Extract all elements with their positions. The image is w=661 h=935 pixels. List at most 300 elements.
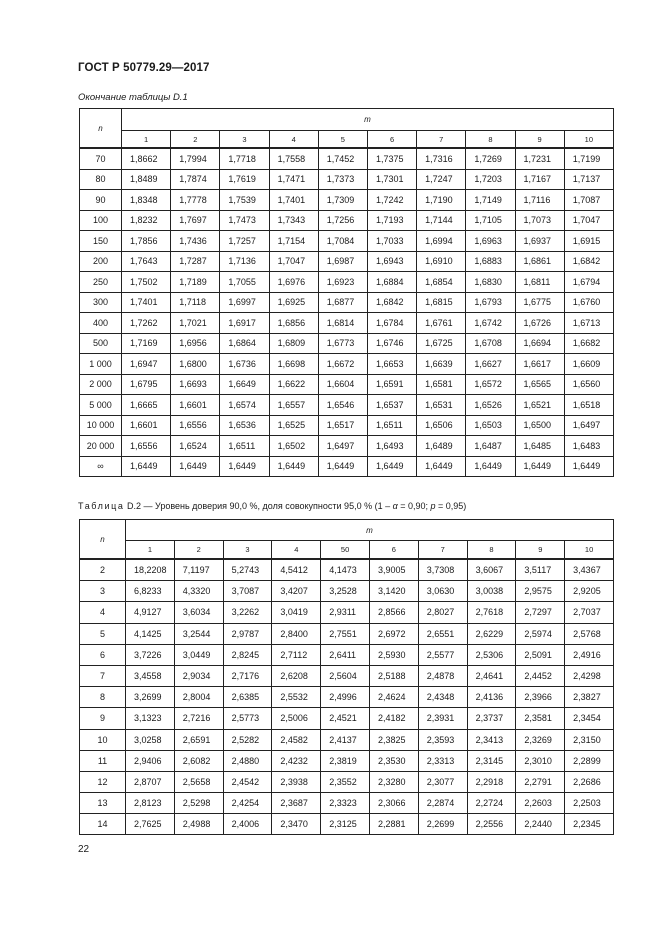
table-cell: 1,7193 bbox=[367, 210, 416, 231]
table-cell: 2,2791 bbox=[516, 771, 565, 792]
table-cell: 1,6830 bbox=[466, 272, 515, 293]
table-cell: 1,6925 bbox=[269, 292, 318, 313]
table-cell: 1,6604 bbox=[318, 374, 367, 395]
table-cell: 1,6784 bbox=[367, 313, 416, 334]
table-row bbox=[80, 231, 614, 252]
table-cell: 2,5658 bbox=[174, 771, 223, 792]
table-cell: 1,7149 bbox=[466, 190, 515, 211]
table-cell: 1,6856 bbox=[269, 313, 318, 334]
table-cell: 2,4348 bbox=[418, 687, 467, 708]
table-cell: 2,4916 bbox=[565, 644, 614, 665]
table-cell: 2,6082 bbox=[174, 750, 223, 771]
table-cell: 1,6526 bbox=[466, 395, 515, 416]
row-label: 100 bbox=[80, 210, 122, 231]
table-cell: 2,3323 bbox=[321, 793, 370, 814]
table-cell: 1,7874 bbox=[171, 169, 220, 190]
table-cell: 2,3825 bbox=[369, 729, 418, 750]
table-cell: 2,3313 bbox=[418, 750, 467, 771]
table1 bbox=[79, 108, 614, 477]
table-cell: 1,6574 bbox=[220, 395, 269, 416]
table2-col-header: 10 bbox=[565, 541, 614, 560]
table-cell: 1,6693 bbox=[171, 374, 220, 395]
table-cell: 1,6581 bbox=[417, 374, 466, 395]
table1-col-header: 4 bbox=[269, 131, 318, 149]
table-cell: 2,8004 bbox=[174, 687, 223, 708]
table-cell: 1,6449 bbox=[417, 456, 466, 477]
table2-col-header: 3 bbox=[223, 541, 272, 560]
row-label: 250 bbox=[80, 272, 122, 293]
table-cell: 1,6556 bbox=[171, 415, 220, 436]
table-cell: 1,6877 bbox=[318, 292, 367, 313]
row-label: 10 bbox=[80, 729, 126, 750]
table-cell: 1,6761 bbox=[417, 313, 466, 334]
table-row bbox=[80, 771, 614, 792]
table-cell: 1,6883 bbox=[466, 251, 515, 272]
table-row bbox=[80, 436, 614, 457]
table-cell: 1,6601 bbox=[122, 415, 171, 436]
row-label: 4 bbox=[80, 602, 126, 623]
table-cell: 1,6811 bbox=[515, 272, 564, 293]
table-cell: 2,7551 bbox=[321, 623, 370, 644]
table-cell: 2,5930 bbox=[369, 644, 418, 665]
table-cell: 1,6449 bbox=[318, 456, 367, 477]
table2-col-header: 8 bbox=[467, 541, 516, 560]
table-cell: 2,5773 bbox=[223, 708, 272, 729]
table-cell: 3,7226 bbox=[126, 644, 175, 665]
table-cell: 1,6518 bbox=[564, 395, 613, 416]
row-label: 11 bbox=[80, 750, 126, 771]
table1-col-header: 6 bbox=[367, 131, 416, 149]
table-cell: 1,6524 bbox=[171, 436, 220, 457]
table-cell: 3,2544 bbox=[174, 623, 223, 644]
table-cell: 1,7256 bbox=[318, 210, 367, 231]
table-cell: 1,6449 bbox=[515, 456, 564, 477]
table1-col-header: 7 bbox=[417, 131, 466, 149]
table2-caption-prefix: D.2 — Уровень доверия 90,0 %, доля совокупности 95,0 % (1 – bbox=[124, 501, 393, 511]
table-cell: 4,3320 bbox=[174, 581, 223, 602]
table-cell: 2,7625 bbox=[126, 814, 175, 835]
table-cell: 2,4006 bbox=[223, 814, 272, 835]
table-cell: 2,5282 bbox=[223, 729, 272, 750]
table-cell: 2,4988 bbox=[174, 814, 223, 835]
table-cell: 3,2699 bbox=[126, 687, 175, 708]
table-cell: 2,3280 bbox=[369, 771, 418, 792]
table-row bbox=[80, 169, 614, 190]
row-label: 3 bbox=[80, 581, 126, 602]
table-cell: 1,7231 bbox=[515, 148, 564, 169]
table-cell: 2,4582 bbox=[272, 729, 321, 750]
table-cell: 3,6067 bbox=[467, 559, 516, 581]
row-label: 7 bbox=[80, 665, 126, 686]
table-row bbox=[80, 559, 614, 581]
row-label: 70 bbox=[80, 148, 122, 169]
table-cell: 1,6531 bbox=[417, 395, 466, 416]
table-cell: 1,6884 bbox=[367, 272, 416, 293]
table2-caption-p: p bbox=[430, 501, 436, 511]
table-cell: 3,0419 bbox=[272, 602, 321, 623]
table-cell: 2,5532 bbox=[272, 687, 321, 708]
table-row bbox=[80, 313, 614, 334]
table2-col-group-header: m bbox=[126, 520, 614, 541]
table-cell: 2,3530 bbox=[369, 750, 418, 771]
table-cell: 2,3066 bbox=[369, 793, 418, 814]
table-cell: 1,6708 bbox=[466, 333, 515, 354]
table-cell: 3,0038 bbox=[467, 581, 516, 602]
table-cell: 3,1420 bbox=[369, 581, 418, 602]
table-cell: 1,6506 bbox=[417, 415, 466, 436]
table-cell: 1,6910 bbox=[417, 251, 466, 272]
table-cell: 1,6449 bbox=[367, 456, 416, 477]
table-cell: 1,7169 bbox=[122, 333, 171, 354]
table-cell: 2,2345 bbox=[565, 814, 614, 835]
table-cell: 6,8233 bbox=[126, 581, 175, 602]
table-cell: 2,2918 bbox=[467, 771, 516, 792]
table-cell: 1,7778 bbox=[171, 190, 220, 211]
table-cell: 1,6842 bbox=[367, 292, 416, 313]
table1-row-header: n bbox=[80, 109, 122, 149]
table2-caption bbox=[78, 501, 466, 511]
table-cell: 3,6034 bbox=[174, 602, 223, 623]
table2-caption-mid: = 0,90; bbox=[397, 501, 431, 511]
table-cell: 1,6994 bbox=[417, 231, 466, 252]
table1-col-header: 5 bbox=[318, 131, 367, 149]
table-cell: 2,7037 bbox=[565, 602, 614, 623]
table-cell: 1,7154 bbox=[269, 231, 318, 252]
table-cell: 1,6591 bbox=[367, 374, 416, 395]
table-cell: 1,6917 bbox=[220, 313, 269, 334]
row-label: 10 000 bbox=[80, 415, 122, 436]
table-cell: 1,7301 bbox=[367, 169, 416, 190]
table-cell: 1,7033 bbox=[367, 231, 416, 252]
table-cell: 1,7539 bbox=[220, 190, 269, 211]
table-cell: 3,7308 bbox=[418, 559, 467, 581]
table2-col-header: 1 bbox=[126, 541, 175, 560]
row-label: 8 bbox=[80, 687, 126, 708]
table-cell: 1,7087 bbox=[564, 190, 613, 211]
row-label: 300 bbox=[80, 292, 122, 313]
table-cell: 2,4137 bbox=[321, 729, 370, 750]
table-cell: 2,9205 bbox=[565, 581, 614, 602]
table-cell: 1,6794 bbox=[564, 272, 613, 293]
table-cell: 2,3966 bbox=[516, 687, 565, 708]
table-cell: 2,6385 bbox=[223, 687, 272, 708]
table-cell: 1,8662 bbox=[122, 148, 171, 169]
table-row bbox=[80, 602, 614, 623]
table-row bbox=[80, 395, 614, 416]
table-cell: 3,7087 bbox=[223, 581, 272, 602]
table-cell: 2,9787 bbox=[223, 623, 272, 644]
table-cell: 2,8400 bbox=[272, 623, 321, 644]
table-row bbox=[80, 190, 614, 211]
table-cell: 1,7189 bbox=[171, 272, 220, 293]
table-cell: 1,7401 bbox=[269, 190, 318, 211]
table-cell: 2,9575 bbox=[516, 581, 565, 602]
table-cell: 1,6497 bbox=[318, 436, 367, 457]
table-cell: 2,7618 bbox=[467, 602, 516, 623]
table-cell: 1,7502 bbox=[122, 272, 171, 293]
table-cell: 2,8027 bbox=[418, 602, 467, 623]
table2-caption-alpha: α bbox=[392, 501, 398, 511]
table-cell: 1,6485 bbox=[515, 436, 564, 457]
table-cell: 1,6557 bbox=[269, 395, 318, 416]
table-cell: 1,6726 bbox=[515, 313, 564, 334]
table1-col-group-header: m bbox=[122, 109, 614, 131]
table-cell: 1,7242 bbox=[367, 190, 416, 211]
table-cell: 2,3931 bbox=[418, 708, 467, 729]
table-cell: 1,6536 bbox=[220, 415, 269, 436]
row-label: ∞ bbox=[80, 456, 122, 477]
table-cell: 1,6653 bbox=[367, 354, 416, 375]
table-cell: 1,6572 bbox=[466, 374, 515, 395]
table-row bbox=[80, 251, 614, 272]
table-cell: 3,9005 bbox=[369, 559, 418, 581]
table-cell: 3,0449 bbox=[174, 644, 223, 665]
table-cell: 1,6963 bbox=[466, 231, 515, 252]
table-cell: 2,6591 bbox=[174, 729, 223, 750]
table-cell: 1,7262 bbox=[122, 313, 171, 334]
table-cell: 2,3581 bbox=[516, 708, 565, 729]
table1-col-header: 8 bbox=[466, 131, 515, 149]
table-cell: 2,6229 bbox=[467, 623, 516, 644]
table-cell: 1,6760 bbox=[564, 292, 613, 313]
table-cell: 1,6449 bbox=[220, 456, 269, 477]
table-cell: 1,7021 bbox=[171, 313, 220, 334]
table2-row-header: n bbox=[80, 520, 126, 560]
table-cell: 2,6411 bbox=[321, 644, 370, 665]
table-cell: 1,6517 bbox=[318, 415, 367, 436]
table-cell: 1,7247 bbox=[417, 169, 466, 190]
table-cell: 1,6976 bbox=[269, 272, 318, 293]
table-cell: 1,6854 bbox=[417, 272, 466, 293]
table-row bbox=[80, 374, 614, 395]
table-cell: 1,7167 bbox=[515, 169, 564, 190]
table-cell: 1,6861 bbox=[515, 251, 564, 272]
table-cell: 1,6725 bbox=[417, 333, 466, 354]
table-cell: 1,7203 bbox=[466, 169, 515, 190]
table-cell: 4,9127 bbox=[126, 602, 175, 623]
table-cell: 1,7473 bbox=[220, 210, 269, 231]
table-cell: 2,5298 bbox=[174, 793, 223, 814]
table-cell: 1,7047 bbox=[564, 210, 613, 231]
table-cell: 3,4367 bbox=[565, 559, 614, 581]
table-cell: 1,6489 bbox=[417, 436, 466, 457]
table-cell: 2,3454 bbox=[565, 708, 614, 729]
table-row bbox=[80, 687, 614, 708]
table2-col-header: 4 bbox=[272, 541, 321, 560]
table-row bbox=[80, 729, 614, 750]
table-row bbox=[80, 814, 614, 835]
table-row bbox=[80, 793, 614, 814]
table-cell: 3,1323 bbox=[126, 708, 175, 729]
table-cell: 1,6502 bbox=[269, 436, 318, 457]
table-cell: 1,6483 bbox=[564, 436, 613, 457]
table-cell: 2,3593 bbox=[418, 729, 467, 750]
table-cell: 2,9034 bbox=[174, 665, 223, 686]
table-row bbox=[80, 665, 614, 686]
table-cell: 2,3552 bbox=[321, 771, 370, 792]
table-cell: 2,4521 bbox=[321, 708, 370, 729]
table-cell: 1,7375 bbox=[367, 148, 416, 169]
table-cell: 2,2699 bbox=[418, 814, 467, 835]
table-cell: 2,4624 bbox=[369, 687, 418, 708]
table-cell: 1,6713 bbox=[564, 313, 613, 334]
table-cell: 2,3010 bbox=[516, 750, 565, 771]
table-cell: 1,6997 bbox=[220, 292, 269, 313]
table-row bbox=[80, 415, 614, 436]
table-cell: 1,6565 bbox=[515, 374, 564, 395]
row-label: 90 bbox=[80, 190, 122, 211]
table-cell: 2,5768 bbox=[565, 623, 614, 644]
table-cell: 4,1473 bbox=[321, 559, 370, 581]
table-cell: 1,7199 bbox=[564, 148, 613, 169]
table-cell: 2,9311 bbox=[321, 602, 370, 623]
row-label: 400 bbox=[80, 313, 122, 334]
table-cell: 1,7401 bbox=[122, 292, 171, 313]
table-row bbox=[80, 623, 614, 644]
table-cell: 1,7269 bbox=[466, 148, 515, 169]
table-cell: 1,7994 bbox=[171, 148, 220, 169]
table2-col-header: 9 bbox=[516, 541, 565, 560]
table-cell: 1,6560 bbox=[564, 374, 613, 395]
table-cell: 1,7055 bbox=[220, 272, 269, 293]
table-cell: 2,2881 bbox=[369, 814, 418, 835]
table-cell: 1,7105 bbox=[466, 210, 515, 231]
table-cell: 3,0630 bbox=[418, 581, 467, 602]
table-cell: 2,9406 bbox=[126, 750, 175, 771]
table-cell: 1,6487 bbox=[466, 436, 515, 457]
table-cell: 2,5091 bbox=[516, 644, 565, 665]
table-cell: 1,7643 bbox=[122, 251, 171, 272]
table-cell: 1,7137 bbox=[564, 169, 613, 190]
table-cell: 1,7047 bbox=[269, 251, 318, 272]
table-cell: 1,7856 bbox=[122, 231, 171, 252]
table-cell: 2,3827 bbox=[565, 687, 614, 708]
table-cell: 2,4182 bbox=[369, 708, 418, 729]
table-cell: 1,6842 bbox=[564, 251, 613, 272]
table-cell: 1,6698 bbox=[269, 354, 318, 375]
table-cell: 2,5306 bbox=[467, 644, 516, 665]
table-cell: 2,2686 bbox=[565, 771, 614, 792]
table-row bbox=[80, 148, 614, 169]
table-cell: 2,3269 bbox=[516, 729, 565, 750]
table-cell: 2,5577 bbox=[418, 644, 467, 665]
row-label: 13 bbox=[80, 793, 126, 814]
table-cell: 1,6793 bbox=[466, 292, 515, 313]
table-cell: 5,2743 bbox=[223, 559, 272, 581]
table-cell: 2,3145 bbox=[467, 750, 516, 771]
table-cell: 1,6956 bbox=[171, 333, 220, 354]
table-cell: 1,6521 bbox=[515, 395, 564, 416]
table-cell: 2,3077 bbox=[418, 771, 467, 792]
table-cell: 1,7316 bbox=[417, 148, 466, 169]
table-cell: 1,7309 bbox=[318, 190, 367, 211]
row-label: 9 bbox=[80, 708, 126, 729]
table-cell: 3,2528 bbox=[321, 581, 370, 602]
table-cell: 1,7287 bbox=[171, 251, 220, 272]
table-cell: 4,1425 bbox=[126, 623, 175, 644]
table-cell: 18,2208 bbox=[126, 559, 175, 581]
table-cell: 1,7343 bbox=[269, 210, 318, 231]
table-cell: 2,2440 bbox=[516, 814, 565, 835]
page-number: 22 bbox=[78, 844, 90, 855]
table-cell: 1,6736 bbox=[220, 354, 269, 375]
table-cell: 1,7558 bbox=[269, 148, 318, 169]
table-cell: 1,6609 bbox=[564, 354, 613, 375]
table-cell: 2,4452 bbox=[516, 665, 565, 686]
table-cell: 1,7073 bbox=[515, 210, 564, 231]
table-row bbox=[80, 292, 614, 313]
table-cell: 2,3470 bbox=[272, 814, 321, 835]
table-cell: 2,7297 bbox=[516, 602, 565, 623]
table-cell: 1,6814 bbox=[318, 313, 367, 334]
table-cell: 2,6208 bbox=[272, 665, 321, 686]
table-cell: 2,8123 bbox=[126, 793, 175, 814]
table-cell: 1,6649 bbox=[220, 374, 269, 395]
table-cell: 2,5604 bbox=[321, 665, 370, 686]
table-cell: 1,7452 bbox=[318, 148, 367, 169]
table-cell: 1,7697 bbox=[171, 210, 220, 231]
table-cell: 2,8566 bbox=[369, 602, 418, 623]
table1-col-header: 9 bbox=[515, 131, 564, 149]
table-row bbox=[80, 272, 614, 293]
table-cell: 2,7216 bbox=[174, 708, 223, 729]
table-cell: 1,6815 bbox=[417, 292, 466, 313]
table-cell: 2,4880 bbox=[223, 750, 272, 771]
table-cell: 2,3687 bbox=[272, 793, 321, 814]
table-row bbox=[80, 354, 614, 375]
table-row bbox=[80, 644, 614, 665]
table-cell: 2,7176 bbox=[223, 665, 272, 686]
table-cell: 2,4298 bbox=[565, 665, 614, 686]
table-cell: 2,3819 bbox=[321, 750, 370, 771]
table-cell: 2,3150 bbox=[565, 729, 614, 750]
table-cell: 1,6742 bbox=[466, 313, 515, 334]
table-row bbox=[80, 456, 614, 477]
table-cell: 1,6503 bbox=[466, 415, 515, 436]
table-cell: 2,2874 bbox=[418, 793, 467, 814]
table-cell: 1,6511 bbox=[220, 436, 269, 457]
table-cell: 1,6773 bbox=[318, 333, 367, 354]
table-cell: 2,3938 bbox=[272, 771, 321, 792]
table2-caption-label: Таблица bbox=[78, 501, 125, 511]
table-cell: 1,6497 bbox=[564, 415, 613, 436]
table-cell: 1,6937 bbox=[515, 231, 564, 252]
table-cell: 2,2899 bbox=[565, 750, 614, 771]
table-cell: 4,5412 bbox=[272, 559, 321, 581]
table-cell: 2,2556 bbox=[467, 814, 516, 835]
table-cell: 1,6449 bbox=[466, 456, 515, 477]
table-cell: 1,6672 bbox=[318, 354, 367, 375]
row-label: 2 000 bbox=[80, 374, 122, 395]
table-cell: 2,4996 bbox=[321, 687, 370, 708]
table-cell: 1,7118 bbox=[171, 292, 220, 313]
table-cell: 1,6923 bbox=[318, 272, 367, 293]
table-cell: 1,6622 bbox=[269, 374, 318, 395]
table-cell: 2,4542 bbox=[223, 771, 272, 792]
table-cell: 1,6987 bbox=[318, 251, 367, 272]
table-cell: 1,6809 bbox=[269, 333, 318, 354]
table-row bbox=[80, 581, 614, 602]
table-row bbox=[80, 750, 614, 771]
table-cell: 2,5188 bbox=[369, 665, 418, 686]
table1-caption: Окончание таблицы D.1 bbox=[78, 92, 188, 103]
table-cell: 1,7436 bbox=[171, 231, 220, 252]
table-cell: 1,8232 bbox=[122, 210, 171, 231]
table-cell: 1,6556 bbox=[122, 436, 171, 457]
table-cell: 1,7136 bbox=[220, 251, 269, 272]
table-cell: 1,7144 bbox=[417, 210, 466, 231]
table-cell: 2,4878 bbox=[418, 665, 467, 686]
